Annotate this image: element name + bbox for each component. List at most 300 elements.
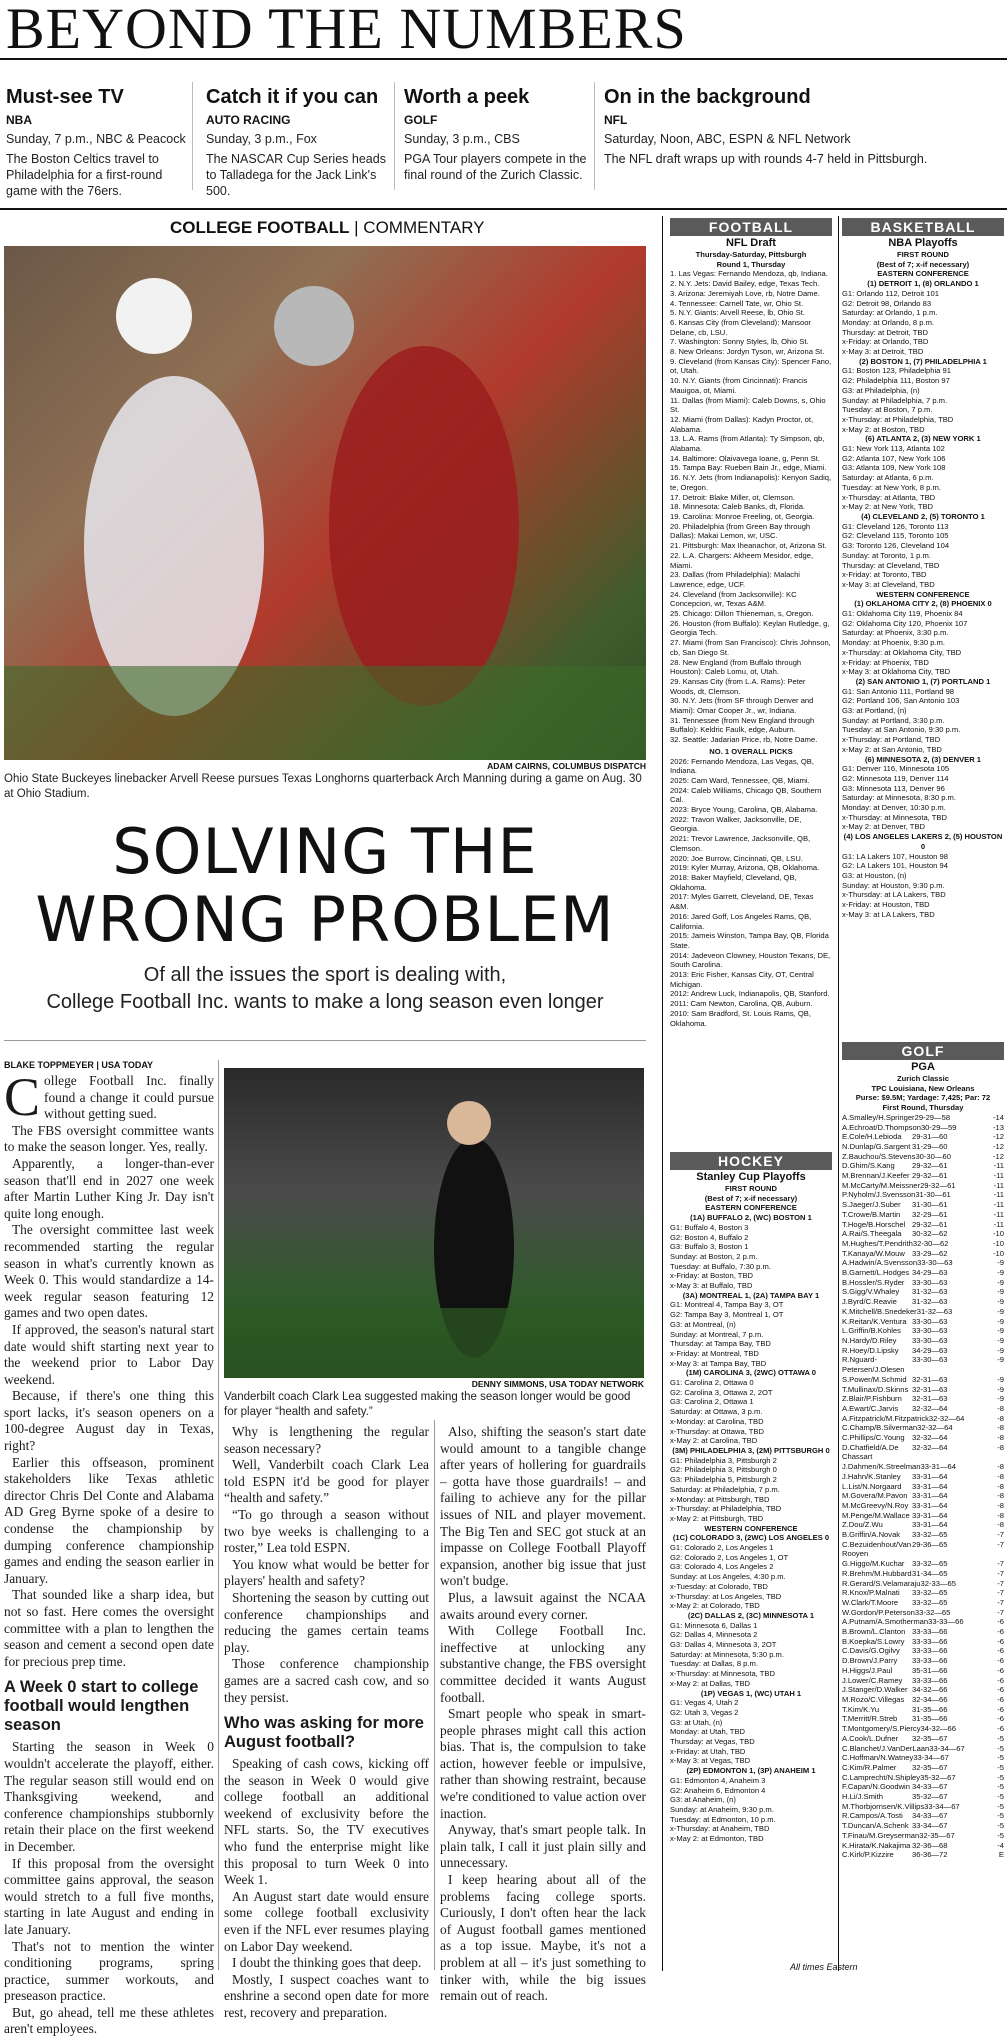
- golf-to-par: -6: [997, 1695, 1004, 1704]
- article-paragraph: That's not to mention the winter conditioning programs, spring practice, summer workouts, and preseason practice.: [4, 1938, 214, 2004]
- golf-score: 32-34—66: [912, 1695, 948, 1704]
- series-line: x-May 2: at Colorado, TBD: [670, 1601, 760, 1611]
- golf-to-par: -9: [997, 1374, 1004, 1384]
- golf-to-par: -5: [997, 1772, 1004, 1782]
- overall-pick: 2012: Andrew Luck, Indianapolis, QB, Stanford.: [670, 989, 830, 999]
- tv-listing-description: The NFL draft wraps up with rounds 4-7 held in Pittsburgh.: [604, 152, 928, 166]
- series-line: G2: Detroit 98, Orlando 83: [842, 298, 932, 308]
- article-column-1: [4, 1067, 214, 2037]
- conference-label: WESTERN CONFERENCE: [704, 1523, 798, 1533]
- headline: SOLVING THE WRONG PROBLEM: [35, 815, 615, 956]
- series-line: Monday: at Orlando, 8 p.m.: [842, 317, 935, 327]
- article-paragraph: Why is lengthening the regular season necessary?: [224, 1424, 429, 1456]
- leaderboard-row: [842, 1423, 1004, 1433]
- golf-team: Z.Dou/Z.Wu: [842, 1520, 883, 1530]
- overall-pick: 2016: Jared Goff, Los Angeles Rams, QB, California.: [670, 911, 812, 931]
- golf-score: 33-30—63: [912, 1277, 948, 1287]
- leaderboard-row: [842, 1472, 1004, 1482]
- draft-pick: 16. N.Y. Jets (from Indianapolis): Kenyon Sadiq, te, Oregon.: [670, 473, 832, 492]
- golf-score: 29-36—65: [912, 1539, 948, 1549]
- leaderboard-row: [842, 1821, 1004, 1831]
- golf-to-par: -12: [993, 1132, 1004, 1142]
- leaderboard-row: [842, 1685, 1004, 1695]
- series-line: x-May 2: at Boston, TBD: [842, 424, 925, 434]
- overall-pick: 2019: Kyler Murray, Arizona, QB, Oklahoma.: [670, 863, 820, 873]
- series-line: G1: LA Lakers 107, Houston 98: [842, 851, 948, 861]
- tv-listing-description: The NASCAR Cup Series heads to Talladega for the Jack Link's 500.: [206, 152, 386, 198]
- overall-pick: 2015: Jameis Winston, Tampa Bay, QB, Florida State.: [670, 931, 829, 950]
- golf-score: 33-33—66: [912, 1636, 948, 1646]
- article-paragraph: Shortening the season by cutting out conference championships and reducing the games certain teams play.: [224, 1589, 429, 1655]
- golf-to-par: -8: [997, 1413, 1004, 1423]
- golf-score: 30-30—60: [915, 1151, 951, 1161]
- golf-to-par: -5: [997, 1792, 1004, 1802]
- tv-listing-description: The Boston Celtics travel to Philadelphia for a first-round game with the 76ers.: [6, 152, 163, 198]
- golf-to-par: -9: [997, 1316, 1004, 1326]
- golf-score: 30-32—62: [912, 1229, 948, 1239]
- golf-team: L.Griffin/B.Kohles: [842, 1326, 901, 1336]
- draft-pick: 22. L.A. Chargers: Akheem Mesidor, edge, Miami.: [670, 550, 814, 570]
- series-line: G1: Philadelphia 3, Pittsburgh 2: [670, 1455, 777, 1465]
- photo-caption: Ohio State Buckeyes linebacker Arvell Reese pursues Texas Longhorns quarterback Arch Manning during a game on Aug. 30 at Ohio Stadium.: [4, 773, 642, 800]
- leaderboard-row: [842, 1326, 1004, 1336]
- leaderboard-row: [842, 1782, 1004, 1792]
- article-kicker: COLLEGE FOOTBALL | COMMENTARY: [170, 218, 485, 237]
- golf-team: A.Cook/L.Dufner: [842, 1733, 899, 1743]
- golf-team: P.Nyholm/J.Svensson: [842, 1190, 916, 1200]
- series-header: (3M) PHILADELPHIA 3, (2M) PITTSBURGH 0: [672, 1445, 830, 1455]
- series-line: Monday: at Denver, 10:30 p.m.: [842, 803, 946, 813]
- leaderboard-row: [842, 1414, 1004, 1424]
- series-line: G3: Buffalo 3, Boston 1: [670, 1242, 749, 1252]
- golf-score: 33-31—64: [920, 1462, 956, 1472]
- draft-pick: 29. Kansas City (from L.A. Rams): Peter Woods, dt, Clemson.: [670, 676, 806, 696]
- golf-to-par: -9: [997, 1394, 1004, 1404]
- article-photo-football: [4, 246, 646, 760]
- series-line: Tuesday: at San Antonio, 9:30 p.m.: [842, 725, 961, 735]
- golf-to-par: -7: [997, 1539, 1004, 1549]
- golf-to-par: -8: [997, 1423, 1004, 1433]
- golf-score: 33-31—64: [912, 1481, 948, 1491]
- draft-pick: 12. Miami (from Dallas): Kadyn Proctor, ot, Alabama.: [670, 414, 814, 434]
- series-line: x-May 3: at Detroit, TBD: [842, 347, 924, 357]
- series-line: x-Friday: at Orlando, TBD: [842, 337, 929, 347]
- golf-to-par: -10: [993, 1248, 1004, 1258]
- photo-credit: DENNY SIMMONS, USA TODAY NETWORK: [471, 1379, 644, 1389]
- golf-to-par: -8: [997, 1500, 1004, 1510]
- golf-score: 34-32—66: [912, 1685, 948, 1695]
- series-line: Saturday: at Ottawa, 3 p.m.: [670, 1407, 763, 1417]
- golf-to-par: -5: [997, 1801, 1004, 1811]
- golf-score: 34-33—67: [912, 1811, 948, 1821]
- agate-title: NBA Playoffs: [888, 237, 958, 249]
- golf-score: 32-35—67: [912, 1762, 948, 1772]
- series-line: G1: Carolina 2, Ottawa 0: [670, 1378, 754, 1388]
- series-line: G2: Oklahoma City 120, Phoenix 107: [842, 618, 968, 628]
- golf-score: 32-33—65: [920, 1578, 956, 1588]
- golf-score: 33-30—63: [917, 1258, 953, 1268]
- leaderboard-row: [842, 1773, 1004, 1783]
- leaderboard-row: [842, 1317, 1004, 1327]
- golf-score: 32-31—63: [912, 1374, 948, 1384]
- series-line: G3: Colorado 4, Los Angeles 2: [670, 1562, 774, 1572]
- series-line: G1: Denver 116, Minnesota 105: [842, 764, 950, 774]
- golf-score: 33-29—62: [912, 1248, 948, 1258]
- series-line: Thursday: at Detroit, TBD: [842, 327, 928, 337]
- leaderboard-row: [842, 1171, 1004, 1181]
- golf-score: 33-32—65: [912, 1530, 948, 1540]
- golf-to-par: -8: [997, 1462, 1004, 1472]
- article-paragraph: Starting the season in Week 0 wouldn't accelerate the playoff, either. The regular season still would end on Thanksgiving weekend, and conference championships stubbornly retain their place on the first weekend in December.: [4, 1739, 214, 1854]
- golf-to-par: -9: [997, 1297, 1004, 1307]
- leaderboard-row: [842, 1355, 1004, 1374]
- golf-score: 33-33—66: [928, 1617, 964, 1627]
- series-line: G2: Minnesota 119, Denver 114: [842, 773, 949, 783]
- golf-team: K.Reitan/K.Ventura: [842, 1316, 907, 1326]
- golf-team: S.Jaeger/J.Suber: [842, 1200, 901, 1210]
- golf-team: R.Nguard-Petersen/J.Olesen: [842, 1355, 905, 1375]
- leaderboard-row: [842, 1287, 1004, 1297]
- tv-listing-time: Saturday, Noon, ABC, ESPN & NFL Network: [604, 132, 851, 146]
- agate-note: (Best of 7; x-if necessary): [704, 1193, 798, 1203]
- golf-agate: [842, 1042, 1004, 1957]
- golf-team: T.Kim/K.Yu: [842, 1704, 880, 1714]
- article-paragraph: Well, Vanderbilt coach Clark Lea told ESPN it'd be good for player “health and safety.”: [224, 1457, 429, 1506]
- golf-team: F.Capan/N.Goodwin: [842, 1782, 910, 1792]
- series-line: G3: at Portland, (n): [842, 706, 907, 716]
- golf-to-par: -6: [997, 1656, 1004, 1666]
- series-header: (2C) DALLAS 2, (3C) MINNESOTA 1: [687, 1610, 815, 1620]
- series-line: Tuesday: at Edmonton, 10 p.m.: [670, 1814, 776, 1824]
- series-header: (4) LOS ANGELES LAKERS 2, (5) HOUSTON 0: [843, 832, 1003, 851]
- leaderboard-row: [842, 1404, 1004, 1414]
- leaderboard-row: [842, 1831, 1004, 1841]
- tv-listing-title: Catch it if you can: [206, 86, 379, 108]
- agate-venue: TPC Louisiana, New Orleans: [871, 1083, 975, 1093]
- golf-team: D.Brown/J.Parry: [842, 1656, 898, 1666]
- series-line: Sunday: at Anaheim, 9:30 p.m.: [670, 1805, 774, 1814]
- golf-to-par: -7: [997, 1588, 1004, 1598]
- series-line: G2: Portland 106, San Antonio 103: [842, 696, 960, 706]
- series-line: x-Friday: at Phoenix, TBD: [842, 657, 929, 667]
- golf-team: C.Kim/R.Palmer: [842, 1762, 897, 1772]
- leaderboard-row: [842, 1724, 1004, 1734]
- golf-score: 33-33—66: [912, 1646, 948, 1656]
- leaderboard-row: [842, 1705, 1004, 1715]
- golf-score: 33-32—65: [912, 1588, 948, 1598]
- series-line: G2: Atlanta 107, New York 106: [842, 453, 946, 463]
- series-line: x-Thursday: at Ottawa, TBD: [670, 1426, 764, 1436]
- series-line: G1: Montreal 4, Tampa Bay 3, OT: [670, 1300, 784, 1310]
- golf-team: J.Lower/C.Ramey: [842, 1675, 903, 1685]
- tv-listing-sport: AUTO RACING: [206, 113, 291, 127]
- leaderboard-row: [842, 1491, 1004, 1501]
- overall-pick: 2018: Baker Mayfield, Cleveland, QB, Oklahoma.: [670, 873, 797, 892]
- overall-pick: 2026: Fernando Mendoza, Las Vegas, QB, Indiana.: [670, 756, 814, 776]
- series-line: G3: at Montreal, (n): [670, 1319, 736, 1329]
- golf-to-par: -6: [997, 1617, 1004, 1627]
- golf-score: 31-30—61: [915, 1190, 951, 1200]
- series-line: G2: Philadelphia 111, Boston 97: [842, 376, 950, 386]
- series-line: G3: at Utah, (n): [670, 1717, 723, 1727]
- series-line: Tuesday: at Boston, 7 p.m.: [842, 405, 933, 415]
- golf-team: M.Penge/M.Wallace: [842, 1510, 910, 1520]
- golf-score: 32-32—64: [928, 1413, 965, 1423]
- conference-label: WESTERN CONFERENCE: [876, 589, 970, 599]
- series-line: Saturday: at Phoenix, 3:30 p.m.: [842, 628, 949, 638]
- golf-to-par: -9: [997, 1258, 1004, 1268]
- leaderboard-row: [842, 1161, 1004, 1171]
- golf-team: A.Hadwin/A.Svensson: [842, 1258, 918, 1268]
- golf-score: 32-31—63: [912, 1394, 948, 1404]
- drop-cap: C: [4, 1067, 41, 1127]
- golf-team: A.Echroat/D.Thompson: [842, 1122, 921, 1132]
- tv-listing: [404, 62, 588, 208]
- golf-to-par: -6: [997, 1685, 1004, 1695]
- series-header: (1A) BUFFALO 2, (WC) BOSTON 1: [690, 1213, 812, 1223]
- draft-pick: 5. N.Y. Giants: Arvell Reese, lb, Ohio St.: [670, 308, 805, 318]
- series-line: G2: Boston 4, Buffalo 2: [670, 1232, 749, 1242]
- series-line: x-Thursday: at Los Angeles, TBD: [670, 1591, 782, 1601]
- series-line: x-Friday: at Boston, TBD: [670, 1271, 753, 1281]
- golf-to-par: -9: [997, 1306, 1004, 1316]
- draft-pick: 15. Tampa Bay: Rueben Bain Jr., edge, Miami.: [670, 463, 827, 473]
- leaderboard-row: [842, 1462, 1004, 1472]
- agate-title: Stanley Cup Playoffs: [696, 1171, 806, 1183]
- golf-team: Z.Bauchou/S.Stevens: [842, 1151, 916, 1161]
- series-line: Tuesday: at New York, 8 p.m.: [842, 482, 941, 492]
- golf-team: A.Fitzpatrick/M.Fitzpatrick: [842, 1413, 929, 1423]
- draft-pick: 7. Washington: Sonny Styles, lb, Ohio St.: [670, 337, 809, 347]
- article-paragraph: Apparently, a longer-than-ever season that'll end in 2027 one week after Martin Luther King Jr. Day isn't quite long enough.: [4, 1155, 214, 1221]
- golf-to-par: -7: [997, 1568, 1004, 1578]
- series-line: G2: Utah 3, Vegas 2: [670, 1707, 739, 1717]
- article-column-2: [224, 1424, 429, 2020]
- golf-score: 32-35—67: [912, 1733, 948, 1743]
- draft-pick: 27. Miami (from San Francisco): Chris Johnson, cb, San Diego St.: [670, 638, 831, 657]
- golf-team: M.Brennan/J.Keefer: [842, 1171, 910, 1181]
- basketball-agate: [842, 218, 1004, 1038]
- golf-score: 35-31—66: [912, 1665, 948, 1675]
- footer-note: All times Eastern: [790, 1962, 858, 1972]
- leaderboard-row: [842, 1714, 1004, 1724]
- draft-pick: 30. N.Y. Jets (from SF through Denver and Miami): Omar Cooper Jr., wr, Indiana.: [670, 696, 814, 716]
- overall-pick: 2014: Jadeveon Clowney, Houston Texans, DE, South Carolina.: [670, 950, 831, 970]
- agate-note: (Best of 7; x-if necessary): [876, 259, 970, 269]
- golf-score: 34-33—67: [912, 1782, 948, 1792]
- leaderboard-row: [842, 1676, 1004, 1686]
- golf-team: C.Hoffman/N.Watney: [842, 1753, 914, 1763]
- golf-to-par: -9: [997, 1355, 1004, 1365]
- series-line: G3: Carolina 2, Ottawa 1: [670, 1397, 754, 1407]
- article-paragraph: Speaking of cash cows, kicking off the season in Week 0 would give college football an additional weekend of exclusivity before the NFL starts. So, the TV executives who fund the enterprise might like this proposal to turn Week 0 into Week 1.: [224, 1756, 429, 1888]
- series-line: x-Friday: at Houston, TBD: [842, 900, 930, 910]
- golf-score: 29-32—61: [912, 1171, 948, 1181]
- golf-to-par: -13: [993, 1122, 1004, 1132]
- golf-score: 34-32—66: [920, 1724, 956, 1734]
- golf-to-par: -4: [997, 1840, 1004, 1850]
- leaderboard-row: [842, 1666, 1004, 1676]
- golf-team: T.Duncan/A.Schenk: [842, 1821, 909, 1831]
- series-header: (1M) CAROLINA 3, (2WC) OTTAWA 0: [685, 1368, 817, 1378]
- leaderboard-row: [842, 1307, 1004, 1317]
- series-line: x-Thursday: at Philadelphia, TBD: [842, 414, 954, 424]
- draft-pick: 23. Dallas (from Philadelphia): Malachi Lawrence, edge, UCF.: [670, 570, 800, 589]
- golf-to-par: -6: [997, 1627, 1004, 1637]
- leaderboard-row: [842, 1637, 1004, 1647]
- agate-round: FIRST ROUND: [897, 250, 949, 259]
- golf-score: 33-30—63: [912, 1335, 948, 1345]
- series-line: Sunday: at Portland, 3:30 p.m.: [842, 715, 945, 725]
- series-line: G1: Buffalo 4, Boston 3: [670, 1222, 749, 1232]
- golf-team: B.Garnett/L.Hodges: [842, 1268, 910, 1278]
- tv-listing-description: PGA Tour players compete in the final round of the Zurich Classic.: [404, 152, 587, 182]
- overall-pick: 2021: Trevor Lawrence, Jacksonville, QB, Clemson.: [670, 834, 811, 853]
- series-header: (3A) MONTREAL 1, (2A) TAMPA BAY 1: [682, 1290, 820, 1300]
- leaderboard-row: [842, 1646, 1004, 1656]
- series-line: G2: Dallas 4, Minnesota 2: [670, 1630, 758, 1640]
- golf-team: C.Phillips/C.Young: [842, 1433, 905, 1443]
- golf-score: 31-32—63: [912, 1297, 948, 1307]
- tv-listing-time: Sunday, 3 p.m., Fox: [206, 132, 317, 146]
- draft-pick: 20. Philadelphia (from Green Bay through Dallas): Makai Lemon, wr, USC.: [670, 521, 811, 541]
- golf-to-par: -5: [997, 1753, 1004, 1763]
- golf-score: 31-34—65: [912, 1568, 948, 1578]
- leaderboard-row: [842, 1181, 1004, 1191]
- golf-score: 33-30—63: [912, 1326, 948, 1336]
- golf-team: B.Griffin/A.Novak: [842, 1530, 901, 1540]
- golf-team: W.Clark/T.Moore: [842, 1597, 899, 1607]
- golf-score: 33-31—64: [912, 1510, 948, 1520]
- series-line: G1: Boston 123, Philadelphia 91: [842, 366, 951, 376]
- leaderboard-row: [842, 1569, 1004, 1579]
- golf-team: L.List/N.Norgaard: [842, 1481, 902, 1491]
- series-line: G2: LA Lakers 101, Houston 94: [842, 861, 948, 871]
- golf-score: 32-31—63: [912, 1384, 948, 1394]
- golf-team: H.Higgs/J.Paul: [842, 1665, 893, 1675]
- golf-team: K.Hirata/K.Nakajima: [842, 1840, 911, 1850]
- draft-pick: 8. New Orleans: Jordyn Tyson, wr, Arizona St.: [670, 347, 825, 357]
- article-paragraph: You know what would be better for players' health and safety?: [224, 1556, 429, 1589]
- golf-score: 33-34—67: [913, 1753, 949, 1763]
- golf-to-par: -10: [993, 1229, 1004, 1239]
- leaderboard-row: [842, 1268, 1004, 1278]
- series-line: Saturday: at Minnesota, 5:30 p.m.: [670, 1649, 784, 1659]
- article-paragraph: The FBS oversight committee wants to make the season longer. Yes, really.: [4, 1122, 214, 1155]
- golf-to-par: -8: [997, 1520, 1004, 1530]
- golf-score: 32-32—64: [912, 1433, 948, 1443]
- leaderboard-row: [842, 1346, 1004, 1356]
- leaderboard-row: [842, 1530, 1004, 1540]
- football-agate: [670, 218, 832, 1313]
- series-line: Sunday: at Boston, 2 p.m.: [670, 1251, 758, 1261]
- golf-to-par: -6: [997, 1724, 1004, 1734]
- series-line: Sunday: at Toronto, 1 p.m.: [842, 550, 931, 560]
- article-paragraph: The oversight committee last week recommended starting the regular season in what's currently known as Week 0. This would standardize a 14-week regular season featuring 12 games and two open dates.: [4, 1222, 214, 1321]
- series-line: x-Monday: at Pittsburgh, TBD: [670, 1494, 770, 1504]
- golf-to-par: -5: [997, 1733, 1004, 1743]
- series-line: G1: New York 113, Atlanta 102: [842, 444, 945, 454]
- series-line: x-May 2: at Carolina, TBD: [670, 1436, 758, 1446]
- golf-team: J.Dahmen/K.Streelman: [842, 1462, 921, 1472]
- series-line: G3: at Philadelphia, (n): [842, 385, 920, 395]
- series-line: Sunday: at Los Angeles, 4:30 p.m.: [670, 1572, 786, 1582]
- golf-team: A.Putnam/A.Smotherman: [842, 1617, 929, 1627]
- golf-score: 29-32—61: [912, 1219, 948, 1229]
- tv-listing-title: On in the background: [604, 86, 811, 108]
- overall-pick: 2025: Cam Ward, Tennessee, QB, Miami.: [670, 775, 810, 785]
- agate-round: Round 1, Thursday: [716, 259, 786, 269]
- leaderboard-row: [842, 1579, 1004, 1589]
- golf-score: 33-31—64: [912, 1491, 948, 1501]
- golf-to-par: -6: [997, 1675, 1004, 1685]
- series-line: G2: Colorado 2, Los Angeles 1, OT: [670, 1552, 789, 1562]
- series-line: G2: Anaheim 6, Edmonton 4: [670, 1785, 766, 1795]
- draft-pick: 18. Minnesota: Caleb Banks, dt, Florida.: [670, 502, 806, 512]
- tv-listing-sport: NBA: [6, 113, 32, 127]
- golf-to-par: -8: [997, 1433, 1004, 1443]
- series-line: x-Tuesday: at Colorado, TBD: [670, 1581, 768, 1591]
- series-line: Saturday: at Orlando, 1 p.m.: [842, 308, 938, 318]
- subhead: Who was asking for more August football?: [224, 1714, 424, 1752]
- article-paragraph: Also, shifting the season's start date would amount to a tangible change after years of hollering for guardrails – gotta have those guardrails! – and failing to achieve any for the pillar issues of NIL and player movement. The Big Ten and SEC got stuck at an impasse on College Football Playoff expansion, another big issue that just won't budge.: [440, 1424, 646, 1589]
- golf-to-par: -7: [997, 1578, 1004, 1588]
- golf-score: 32-32—64: [917, 1423, 953, 1433]
- golf-team: C.Bezuidenhout/Van Rooyen: [842, 1539, 912, 1559]
- golf-team: B.Hossler/S.Ryder: [842, 1277, 905, 1287]
- agate-round: First Round, Thursday: [882, 1103, 964, 1113]
- golf-to-par: -7: [997, 1607, 1004, 1617]
- golf-to-par: -9: [997, 1326, 1004, 1336]
- golf-to-par: -11: [993, 1219, 1004, 1229]
- golf-to-par: -11: [993, 1200, 1004, 1210]
- draft-pick: 24. Cleveland (from Jacksonville): KC Concepcion, wr, Texas A&M.: [670, 589, 797, 609]
- agate-subtitle: NO. 1 OVERALL PICKS: [709, 746, 793, 756]
- golf-score: 36-36—72: [912, 1850, 948, 1860]
- leaderboard-row: [842, 1744, 1004, 1754]
- leaderboard-row: [842, 1443, 1004, 1462]
- article-paragraph: Because, if there's one thing this sport lacks, it's season openers on a 100-degree August day in Texas, right?: [4, 1388, 214, 1454]
- golf-to-par: -6: [997, 1646, 1004, 1656]
- series-line: G3: at Anaheim, (n): [670, 1795, 736, 1805]
- golf-to-par: -14: [993, 1112, 1004, 1122]
- draft-pick: 9. Cleveland (from Kansas City): Spencer Fano, ot, Utah.: [670, 356, 832, 376]
- leaderboard-row: [842, 1802, 1004, 1812]
- golf-team: M.Thorbjornsen/K.Villips: [842, 1801, 925, 1811]
- golf-score: 32-35—67: [919, 1830, 955, 1840]
- golf-score: 33-31—64: [912, 1520, 948, 1530]
- masthead: BEYOND THE NUMBERS: [6, 0, 687, 61]
- draft-pick: 19. Carolina: Monroe Freeling, ot, Georgia.: [670, 511, 815, 521]
- leaderboard-row: [842, 1627, 1004, 1637]
- tv-divider: [394, 82, 395, 190]
- series-line: x-May 2: at Denver, TBD: [842, 822, 925, 832]
- series-line: G2: Philadelphia 3, Pittsburgh 0: [670, 1465, 777, 1475]
- series-line: x-May 2: at Edmonton, TBD: [670, 1834, 764, 1844]
- golf-team: T.Merritt/R.Streb: [842, 1714, 898, 1724]
- golf-team: T.Hoge/B.Horschel: [842, 1219, 906, 1229]
- draft-pick: 31. Tennessee (from New England through Buffalo): Keldric Faulk, edge, Auburn.: [670, 715, 815, 735]
- golf-to-par: -5: [997, 1821, 1004, 1831]
- golf-score: 32-29—61: [912, 1209, 948, 1219]
- draft-pick: 4. Tennessee: Carnell Tate, wr, Ohio St.: [670, 298, 804, 308]
- section-bar-basketball: BASKETBALL: [842, 218, 1004, 236]
- overall-pick: 2011: Cam Newton, Carolina, QB, Auburn.: [670, 999, 813, 1009]
- masthead-rule: [0, 58, 1007, 60]
- leaderboard-row: [842, 1598, 1004, 1608]
- golf-team: H.Li/J.Smith: [842, 1792, 883, 1802]
- series-line: x-May 3: at Buffalo, TBD: [670, 1281, 753, 1291]
